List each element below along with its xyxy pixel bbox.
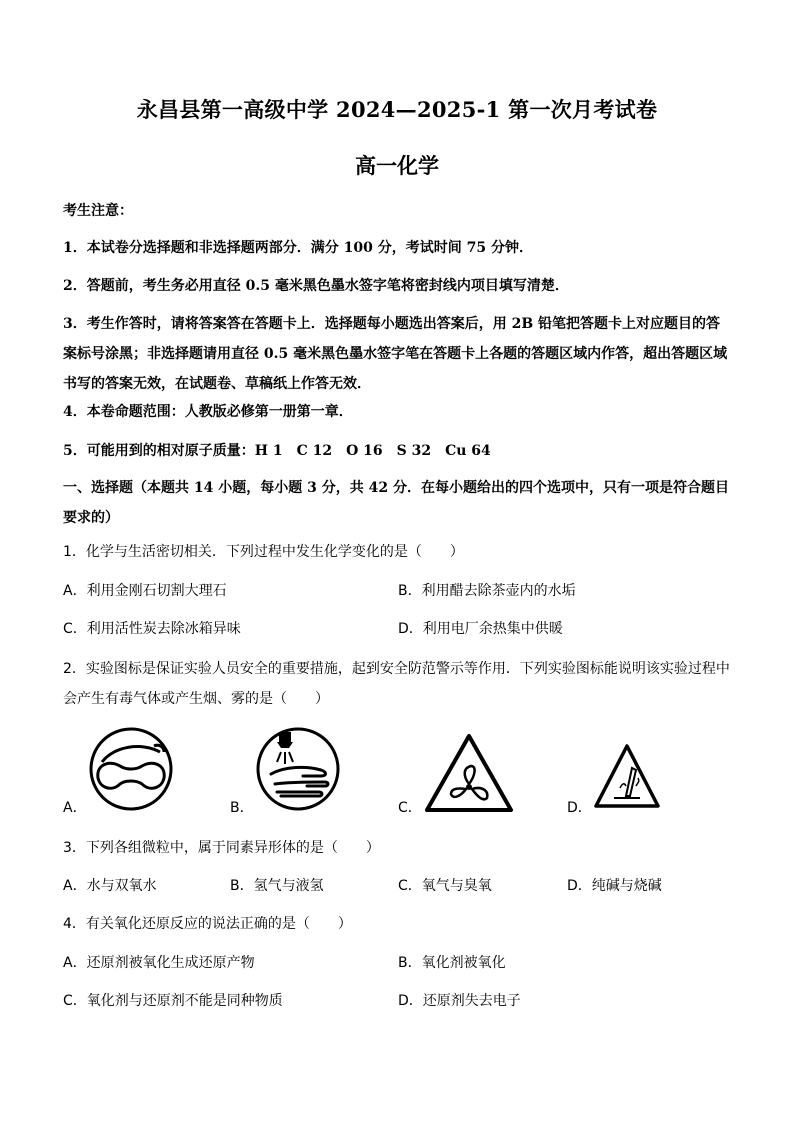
question-2-option-b[interactable]: B． — [230, 800, 254, 816]
question-3-option-b[interactable]: B．氢气与液氢 — [230, 878, 324, 894]
hand-wash-icon — [255, 726, 341, 816]
question-3-option-c[interactable]: C．氧气与臭氧 — [398, 878, 492, 894]
question-3-stem: 3．下列各组微粒中，属于同素异形体的是（ ） — [63, 840, 380, 856]
notice-item-2: 2．答题前，考生务必用直径 0.5 毫米黑色墨水签字笔将密封线内项目填写清楚． — [63, 278, 569, 294]
hot-surface-warning-icon — [592, 742, 662, 814]
question-1-option-d[interactable]: D．利用电厂余热集中供暖 — [398, 621, 563, 637]
question-4-stem: 4．有关氧化还原反应的说法正确的是（ ） — [63, 916, 352, 932]
question-1-stem: 1．化学与生活密切相关．下列过程中发生化学变化的是（ ） — [63, 544, 464, 560]
notice-item-5: 5．可能用到的相对原子质量：H 1 C 12 O 16 S 32 Cu 64 — [63, 443, 491, 459]
exhaust-fan-icon — [423, 732, 515, 818]
section-heading: 一、选择题（本题共 14 小题，每小题 3 分，共 42 分．在每小题给出的四个选项中，只有一项是符合题目要求的） — [63, 480, 729, 526]
goggles-icon — [86, 726, 176, 816]
question-4-option-d[interactable]: D．还原剂失去电子 — [398, 993, 521, 1009]
question-4-option-c[interactable]: C．氧化剂与还原剂不能是同种物质 — [63, 993, 283, 1009]
question-2-option-a[interactable]: A． — [63, 800, 87, 816]
notice-item-4: 4．本卷命题范围：人教版必修第一册第一章． — [63, 404, 353, 420]
question-2-option-d[interactable]: D． — [567, 800, 592, 816]
exam-title: 永昌县第一高级中学 2024—2025-1 第一次月考试卷 — [136, 97, 658, 122]
notice-heading: 考生注意： — [63, 203, 133, 219]
question-3-option-a[interactable]: A．水与双氧水 — [63, 878, 157, 894]
notice-item-3: 3．考生作答时，请将答案答在答题卡上．选择题每小题选出答案后，用 2B 铅笔把答题卡上对应题目的答案标号涂黑；非选择题请用直径 0.5 毫米黑色墨水签字笔在答题卡上各题的答题区域内作答，超出答题区域书写的答案无效，在试题卷、草稿纸上作答无效． — [63, 316, 728, 392]
question-1-option-a[interactable]: A．利用金刚石切割大理石 — [63, 583, 227, 599]
question-2-stem: 2．实验图标是保证实验人员安全的重要措施，起到安全防范警示等作用．下列实验图标能说明该实验过程中会产生有毒气体或产生烟、雾的是（ ） — [63, 661, 730, 707]
question-3-option-d[interactable]: D．纯碱与烧碱 — [567, 878, 662, 894]
question-4-option-a[interactable]: A．还原剂被氧化生成还原产物 — [63, 955, 255, 971]
question-1-option-c[interactable]: C．利用活性炭去除冰箱异味 — [63, 621, 241, 637]
question-4-option-b[interactable]: B．氧化剂被氧化 — [398, 955, 506, 971]
subject-title: 高一化学 — [355, 153, 439, 178]
question-1-option-b[interactable]: B．利用醋去除茶壶内的水垢 — [398, 583, 576, 599]
question-2-option-c[interactable]: C． — [398, 800, 422, 816]
notice-item-1: 1．本试卷分选择题和非选择题两部分．满分 100 分，考试时间 75 分钟． — [63, 240, 533, 256]
